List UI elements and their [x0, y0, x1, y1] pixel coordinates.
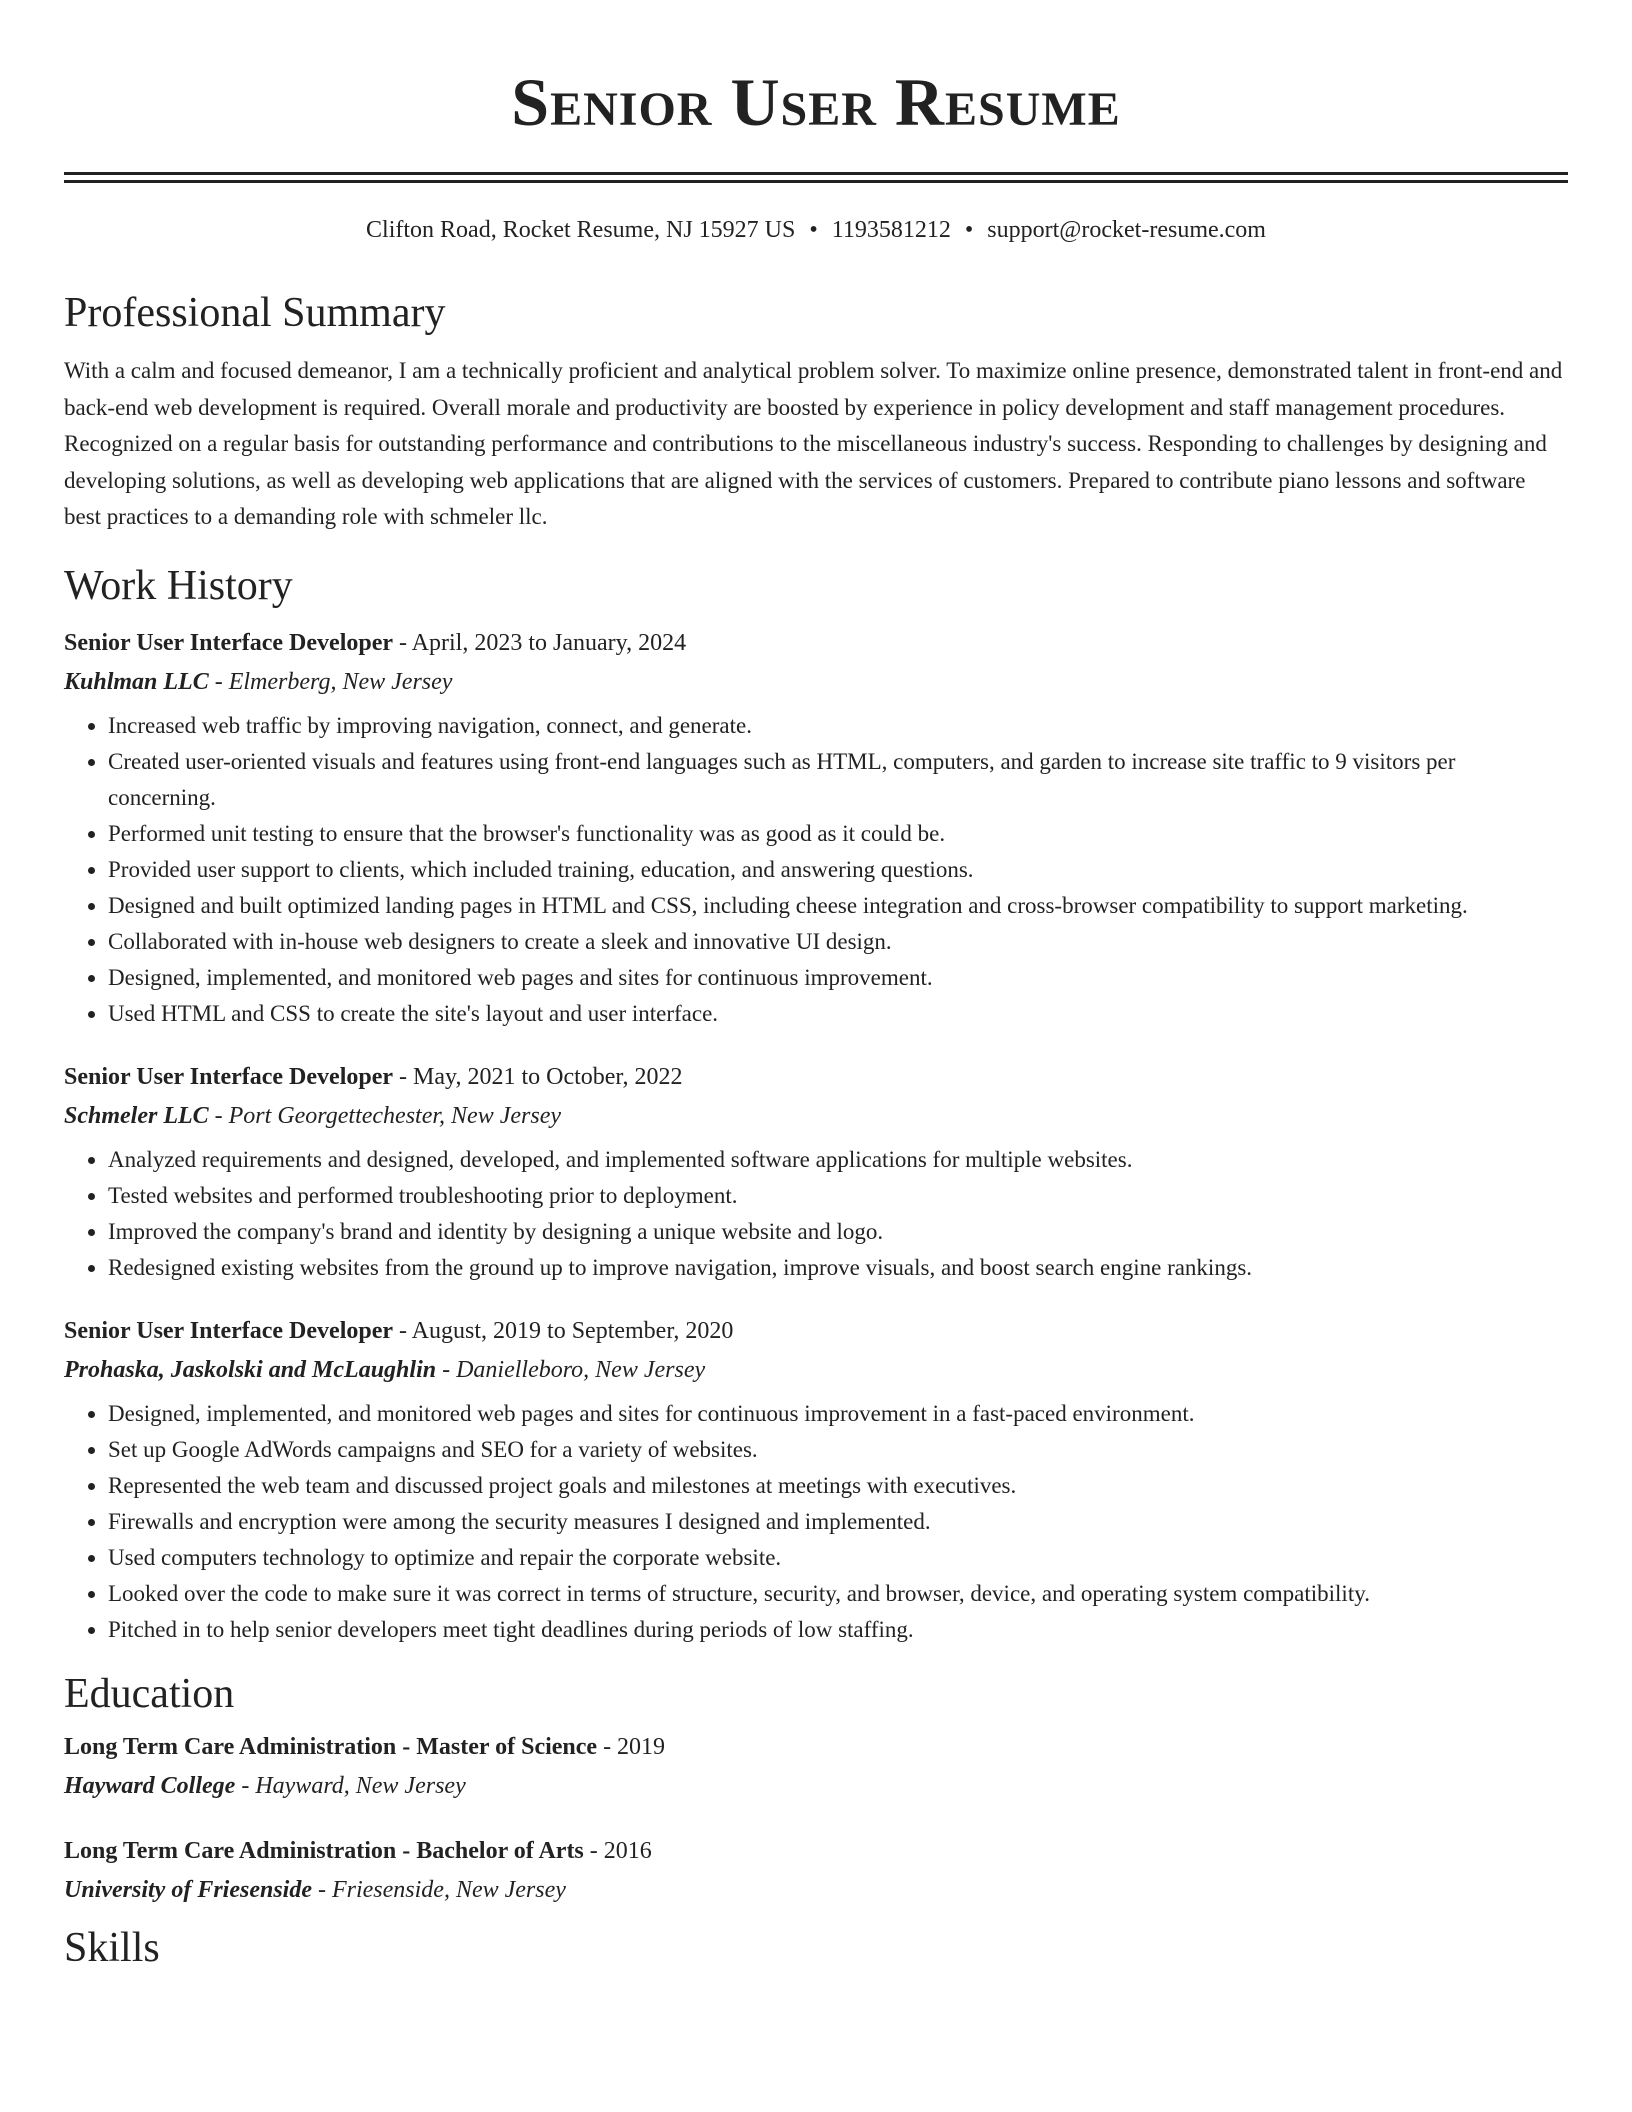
education-school: Hayward College: [64, 1772, 236, 1799]
education-list: [64, 1728, 1568, 1910]
education-year: - 2019: [597, 1733, 666, 1760]
job-company: Prohaska, Jaskolski and McLaughlin: [64, 1356, 437, 1383]
summary-heading: Professional Summary: [64, 290, 446, 336]
job-bullet: • Looked over the code to make sure it was correct in terms of structure, security, and browser, device, and operating system compatibility.: [108, 1576, 1568, 1612]
job-dates: - May, 2021 to October, 2022: [393, 1063, 683, 1090]
job-bullet: • Increased web traffic by improving navigation, connect, and generate.: [108, 708, 1568, 744]
job-bullet: • Set up Google AdWords campaigns and SEO for a variety of websites.: [108, 1432, 1568, 1468]
title-double-rule: [64, 172, 1568, 183]
education-degree-line: [64, 1832, 1568, 1870]
job-bullet: • Designed and built optimized landing pages in HTML and CSS, including cheese integration and cross-browser compatibility to support marketing.: [108, 888, 1568, 924]
contact-address: Clifton Road, Rocket Resume, NJ 15927 US: [366, 217, 796, 243]
education-school-line: [64, 1766, 1568, 1806]
job-bullets: [64, 1142, 1568, 1286]
job-bullet: • Designed, implemented, and monitored web pages and sites for continuous improvement in a fast-paced environment.: [108, 1396, 1568, 1432]
job-location: - Danielleboro, New Jersey: [436, 1356, 706, 1383]
job-bullet: • Used HTML and CSS to create the site's layout and user interface.: [108, 996, 1568, 1032]
resume-title: Senior User Resume: [511, 64, 1121, 140]
education-school-line: [64, 1870, 1568, 1910]
education-heading: Education: [64, 1670, 235, 1717]
contact-separator: •: [964, 217, 974, 243]
job-bullet: • Represented the web team and discussed project goals and milestones at meetings with executives.: [108, 1468, 1568, 1504]
job-title: Senior User Interface Developer: [64, 1317, 394, 1344]
job-bullet: • Designed, implemented, and monitored web pages and sites for continuous improvement.: [108, 960, 1568, 996]
education-school: University of Friesenside: [64, 1876, 312, 1903]
job-location: - Elmerberg, New Jersey: [208, 668, 453, 695]
work-history-heading: Work History: [64, 562, 293, 609]
summary-text: With a calm and focused demeanor, I am a technically proficient and analytical problem solver. To maximize online presence, demonstrated talent in front-end and back-end web development is required. Overall morale and productivity are boosted by experience in policy development and staff management procedures. Recognized on a regular basis for outstanding performance and contributions to the miscellaneous industry's success. Responding to challenges by designing and developing solutions, as well as developing web applications that are aligned with the services of customers. Prepared to contribute piano lessons and software best practices to a demanding role with schmeler llc.: [64, 358, 1563, 529]
skills-heading: Skills: [64, 1924, 160, 1971]
education-degree-line: [64, 1728, 1568, 1766]
job-bullet: • Pitched in to help senior developers meet tight deadlines during periods of low staffing.: [108, 1612, 1568, 1648]
education-degree: Long Term Care Administration - Master of Science: [64, 1733, 598, 1760]
job-entry: [64, 1058, 1568, 1286]
job-bullet: • Redesigned existing websites from the ground up to improve navigation, improve visuals, and boost search engine rankings.: [108, 1250, 1568, 1286]
job-bullet: • Used computers technology to optimize and repair the corporate website.: [108, 1540, 1568, 1576]
job-company-line: [64, 1096, 1568, 1136]
job-dates: - April, 2023 to January, 2024: [393, 629, 687, 656]
job-title: Senior User Interface Developer: [64, 629, 394, 656]
education-year: - 2016: [583, 1837, 652, 1864]
job-bullets: [64, 1396, 1568, 1648]
education-entry: [64, 1728, 1568, 1806]
job-bullet: • Performed unit testing to ensure that the browser's functionality was as good as it could be.: [108, 816, 1568, 852]
job-title-line: [64, 624, 1568, 662]
education-location: - Hayward, New Jersey: [235, 1772, 466, 1799]
job-dates: - August, 2019 to September, 2020: [393, 1317, 734, 1344]
work-history-list: [64, 624, 1568, 1648]
job-title: Senior User Interface Developer: [64, 1063, 394, 1090]
job-bullet: • Collaborated with in-house web designers to create a sleek and innovative UI design.: [108, 924, 1568, 960]
job-bullets: [64, 708, 1568, 1032]
education-degree: Long Term Care Administration - Bachelor of Arts: [64, 1837, 584, 1864]
job-bullet: • Created user-oriented visuals and features using front-end languages such as HTML, computers, and garden to increase site traffic to 9 visitors per concerning.: [108, 744, 1568, 816]
job-bullet: • Analyzed requirements and designed, developed, and implemented software applications for multiple websites.: [108, 1142, 1568, 1178]
job-title-line: [64, 1312, 1568, 1350]
job-entry: [64, 1312, 1568, 1648]
contact-separator: •: [809, 217, 818, 243]
job-location: - Port Georgettechester, New Jersey: [208, 1102, 561, 1129]
contact-email: support@rocket-resume.com: [987, 217, 1266, 243]
job-company-line: [64, 1350, 1568, 1390]
contact-line: [64, 215, 1568, 245]
contact-phone: 1193581212: [831, 217, 951, 243]
job-entry: [64, 624, 1568, 1032]
job-bullet: • Tested websites and performed troubleshooting prior to deployment.: [108, 1178, 1568, 1214]
job-company: Schmeler LLC: [64, 1102, 209, 1129]
job-title-line: [64, 1058, 1568, 1096]
job-company-line: [64, 662, 1568, 702]
education-location: - Friesenside, New Jersey: [311, 1876, 566, 1903]
job-bullet: • Improved the company's brand and identity by designing a unique website and logo.: [108, 1214, 1568, 1250]
job-bullet: • Firewalls and encryption were among the security measures I designed and implemented.: [108, 1504, 1568, 1540]
education-entry: [64, 1832, 1568, 1910]
job-bullet: • Provided user support to clients, which included training, education, and answering questions.: [108, 852, 1568, 888]
job-company: Kuhlman LLC: [64, 668, 209, 695]
